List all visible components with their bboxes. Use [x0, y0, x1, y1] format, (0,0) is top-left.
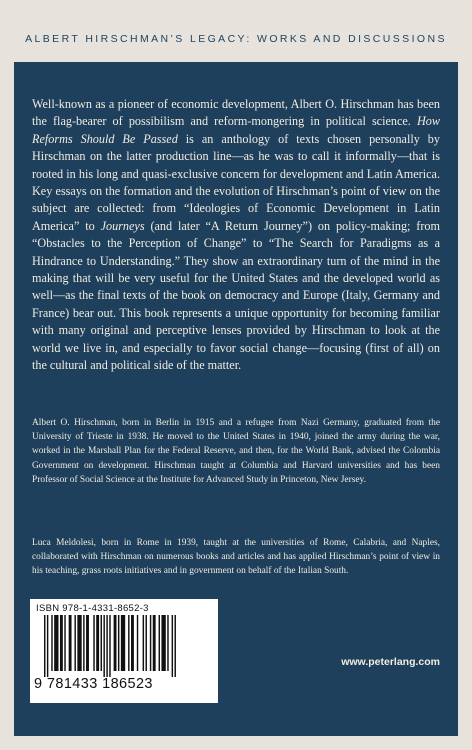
- barcode-bar: [77, 615, 81, 671]
- barcode-bar: [60, 615, 63, 671]
- barcode-bar: [54, 615, 58, 671]
- barcode-bar: [167, 615, 168, 671]
- barcode-bar: [153, 615, 156, 671]
- barcode-digits: 9 781433 186523: [34, 676, 153, 692]
- barcode-bar: [69, 615, 72, 671]
- description-part-2: is an anthology of texts chosen personally by Hirschman on the latter production line—as he was to call it informally—that is rooted in his long and quasi-exclusive concern for development and Latin America. Key essays on the formation and the evolution of Hirschman’s point of view on the subject are collected: from “Ideologies of Economic Development in Latin America” to: [32, 131, 440, 233]
- barcode-bar: [106, 615, 107, 677]
- barcode-bar: [93, 615, 94, 671]
- author-bio-hirschman: Albert O. Hirschman, born in Berlin in 1915 and a refugee from Nazi Germany, graduated from the University of Trieste in 1938. He moved to the United States in 1940, joined the army during the war, worked in the Marshall Plan for the Federal Reserve, and then, for the World Bank, advised the Colombia Government on development. Hirschman taught at Columbia and Harvard universities and has been Professor of Social Science at the Institute for Advanced Study in Princeton, New Jersey.: [32, 418, 440, 485]
- barcode-bar: [143, 615, 144, 671]
- book-title-italic: How Reforms Should Be Passed: [32, 114, 440, 146]
- journeys-title-italic: Journeys: [100, 218, 145, 233]
- barcode-bar: [83, 615, 84, 671]
- barcode-bar: [101, 615, 102, 671]
- description-part-1: Well-known as a pioneer of economic development, Albert O. Hirschman has been the flag-bearer of possibilism and reform-mongering in political science.: [32, 97, 440, 129]
- barcode-bar: [118, 615, 119, 671]
- series-band: [0, 0, 472, 62]
- barcode-bar: [64, 615, 65, 671]
- barcode-box: [30, 599, 218, 703]
- barcode-bar: [51, 615, 52, 671]
- publisher-website: www.peterlang.com: [341, 656, 440, 668]
- blue-panel: [14, 62, 458, 736]
- barcode-bar: [146, 615, 147, 671]
- barcode-bar: [44, 615, 45, 677]
- barcode-bar: [47, 615, 48, 677]
- barcode-bar: [103, 615, 104, 677]
- barcode-bar: [96, 615, 99, 671]
- series-title: ALBERT HIRSCHMAN’S LEGACY: WORKS AND DISCUSSIONS: [25, 32, 447, 45]
- barcode-bar: [109, 615, 110, 677]
- barcode-bar: [114, 615, 117, 671]
- barcode-bar: [74, 615, 75, 671]
- editor-bio-meldolesi: Luca Meldolesi, born in Rome in 1939, taught at the universities of Rome, Calabria, and Naples, collaborated with Hirschman on numerous books and articles and has applied Hirschman’s point of view in his teaching, grass roots initiatives and in government on behalf of the Italian South.: [32, 538, 440, 577]
- barcode-bar: [175, 615, 176, 677]
- barcode-bar: [159, 615, 160, 671]
- isbn-label: ISBN 978-1-4331-8652-3: [36, 603, 149, 614]
- book-description: [32, 96, 440, 375]
- barcode-graphic: [30, 615, 218, 677]
- barcode-bar: [137, 615, 138, 671]
- barcode-bar: [150, 615, 151, 671]
- barcode-bar: [161, 615, 165, 671]
- barcode-bar: [131, 615, 134, 671]
- barcode-bar: [172, 615, 173, 677]
- description-part-3: (and later “A Return Journey”) on policy-making; from “Obstacles to the Perception of Change” to “The Search for Paradigms as a Hindrance to Understanding.” They show an extraordinary turn of the mind in the making that will be very useful for the United States and the developed world as well—as the final texts of the book on democracy and Europe (Italy, Germany and France) bear out. This book represents a unique opportunity for becoming familiar with many original and perceptive lenses provided by Hirschman to look at the world we live in, and especially to favor social change—focusing (first of all) on the cultural and political side of the matter.: [32, 218, 440, 373]
- barcode-bar: [121, 615, 125, 671]
- barcode-bar: [86, 615, 89, 671]
- barcode-bar: [128, 615, 129, 671]
